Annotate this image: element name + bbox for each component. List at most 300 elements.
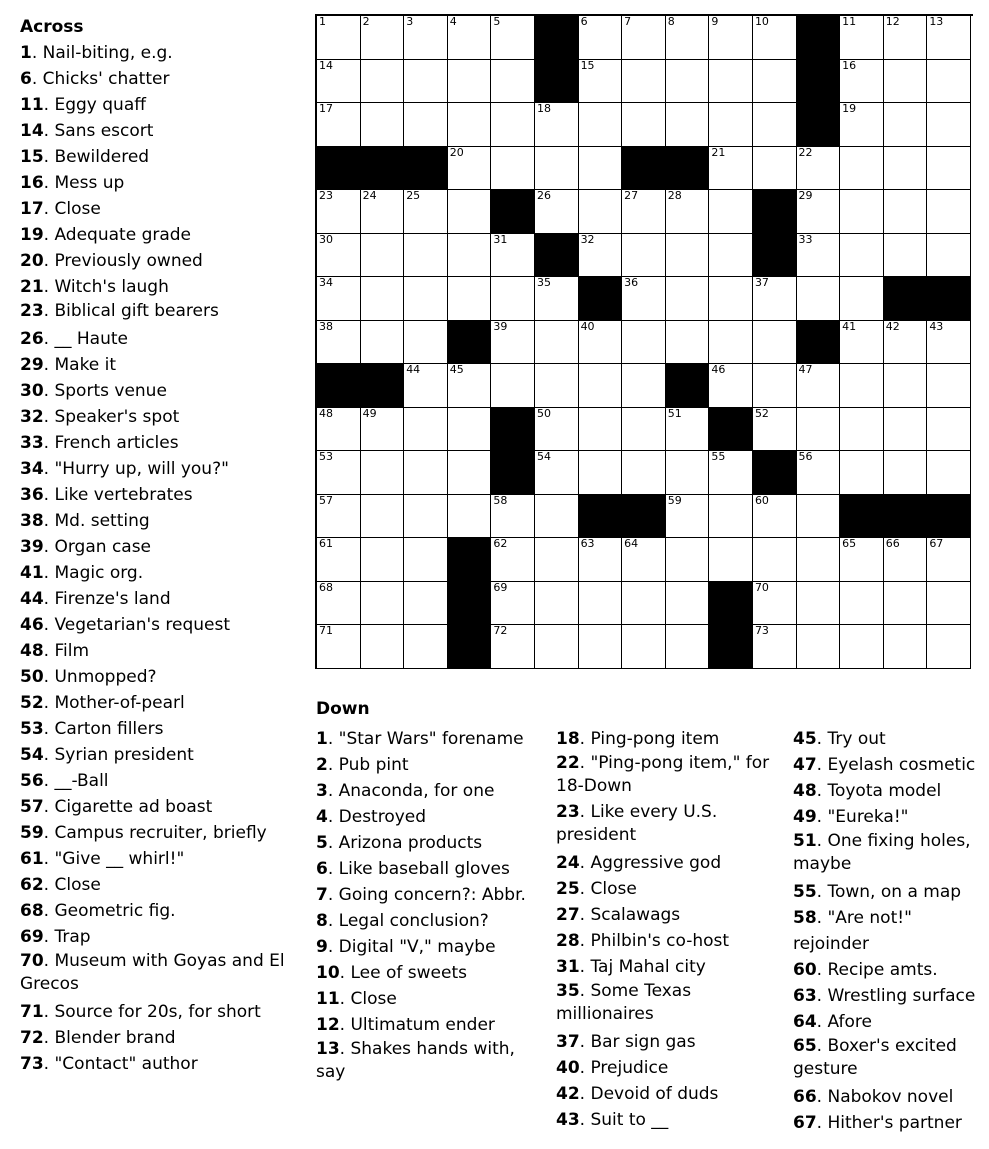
clue-number: 46 (20, 615, 44, 635)
grid-cell[interactable] (840, 321, 884, 365)
grid-cell[interactable] (927, 190, 971, 234)
grid-cell[interactable] (884, 625, 928, 669)
across-clue-69 (20, 924, 300, 950)
clue-number: 44 (20, 589, 44, 609)
clue-number: 2 (316, 755, 328, 775)
grid-cell[interactable] (579, 234, 623, 278)
grid-cell[interactable] (622, 60, 666, 104)
grid-cell[interactable] (753, 103, 797, 147)
clue-number: 1 (316, 729, 328, 749)
cell-number: 68 (319, 580, 333, 594)
grid-cell[interactable] (404, 451, 448, 495)
grid-cell[interactable] (361, 538, 405, 582)
grid-cell[interactable] (666, 321, 710, 365)
grid-cell[interactable] (753, 408, 797, 452)
clue-text: . Arizona products (327, 833, 483, 853)
grid-cell[interactable] (753, 321, 797, 365)
grid-cell[interactable] (622, 582, 666, 626)
cell-number: 49 (362, 406, 377, 420)
grid-cell[interactable] (666, 495, 710, 539)
clue-number: 48 (20, 641, 44, 661)
grid-cell[interactable] (535, 103, 579, 147)
grid-cell[interactable] (753, 625, 797, 669)
grid-cell[interactable] (535, 582, 579, 626)
grid-cell[interactable] (535, 364, 579, 408)
clue-number: 72 (20, 1028, 44, 1048)
grid-cell[interactable] (709, 147, 753, 191)
grid-cell[interactable] (404, 277, 448, 321)
clue-number: 29 (20, 355, 44, 375)
grid-cell[interactable] (317, 451, 361, 495)
across-clue-39 (20, 534, 300, 560)
grid-cell[interactable] (666, 277, 710, 321)
grid-cell[interactable] (927, 60, 971, 104)
across-clue-54 (20, 742, 300, 768)
grid-cell[interactable] (753, 582, 797, 626)
grid-cell[interactable] (448, 277, 492, 321)
clue-number: 66 (793, 1087, 817, 1107)
grid-cell[interactable] (927, 582, 971, 626)
grid-cell[interactable] (491, 60, 535, 104)
black-square (535, 60, 579, 104)
grid-cell[interactable] (579, 408, 623, 452)
across-clue-15 (20, 144, 300, 170)
grid-cell[interactable] (709, 16, 753, 60)
grid-cell[interactable] (404, 495, 448, 539)
grid-cells (315, 14, 973, 669)
across-clue-29 (20, 352, 300, 378)
across-clue-32 (20, 404, 300, 430)
grid-cell[interactable] (448, 190, 492, 234)
grid-cell[interactable] (404, 60, 448, 104)
clue-text: . Biblical gift bearers (43, 301, 219, 321)
across-clue-57 (20, 794, 300, 820)
grid-cell[interactable] (448, 408, 492, 452)
clue-number: 43 (556, 1110, 580, 1130)
clue-number: 42 (556, 1084, 580, 1104)
grid-cell[interactable] (535, 321, 579, 365)
grid-cell[interactable] (491, 582, 535, 626)
clue-text: . Recipe amts. (816, 960, 938, 980)
black-square (753, 451, 797, 495)
across-clue-36 (20, 482, 300, 508)
grid-cell[interactable] (622, 538, 666, 582)
clue-text: . One fixing holes, maybe (793, 831, 971, 874)
grid-cell[interactable] (709, 60, 753, 104)
clue-text: . Ping-pong item (579, 729, 720, 749)
grid-cell[interactable] (753, 538, 797, 582)
grid-cell[interactable] (404, 582, 448, 626)
grid-cell[interactable] (927, 103, 971, 147)
grid-cell[interactable] (884, 147, 928, 191)
grid-cell[interactable] (709, 495, 753, 539)
grid-cell[interactable] (797, 364, 841, 408)
grid-cell[interactable] (840, 190, 884, 234)
black-square (579, 495, 623, 539)
grid-cell[interactable] (317, 277, 361, 321)
grid-cell[interactable] (361, 60, 405, 104)
clue-text: . Chicks' chatter (31, 69, 170, 89)
grid-cell[interactable] (622, 625, 666, 669)
grid-cell[interactable] (491, 234, 535, 278)
grid-cell[interactable] (927, 16, 971, 60)
grid-cell[interactable] (666, 16, 710, 60)
down-clue-31 (556, 954, 788, 980)
grid-cell[interactable] (884, 16, 928, 60)
clue-text: . Make it (43, 355, 117, 375)
grid-cell[interactable] (666, 60, 710, 104)
grid-cell[interactable] (448, 60, 492, 104)
black-square (884, 495, 928, 539)
cell-number: 25 (406, 189, 421, 202)
grid-cell[interactable] (579, 103, 623, 147)
grid-cell[interactable] (404, 364, 448, 408)
grid-cell[interactable] (491, 103, 535, 147)
grid-cell[interactable] (666, 234, 710, 278)
grid-cell[interactable] (840, 538, 884, 582)
grid-cell[interactable] (579, 538, 623, 582)
grid-cell[interactable] (535, 538, 579, 582)
clue-text: . Lee of sweets (339, 963, 467, 983)
clue-text: . Film (43, 641, 90, 661)
grid-cell[interactable] (404, 190, 448, 234)
black-square (448, 538, 492, 582)
across-clue-11 (20, 92, 300, 118)
cell-number: 61 (319, 537, 333, 550)
grid-cell[interactable] (622, 277, 666, 321)
grid-cell[interactable] (622, 16, 666, 60)
down-clue-43 (556, 1107, 788, 1133)
grid-cell[interactable] (927, 147, 971, 191)
grid-cell[interactable] (579, 364, 623, 408)
black-square (927, 495, 971, 539)
clue-text: . Geometric fig. (43, 901, 176, 921)
grid-cell[interactable] (927, 625, 971, 669)
grid-cell[interactable] (317, 321, 361, 365)
clue-number: 35 (556, 981, 580, 1001)
clue-number: 6 (20, 69, 32, 89)
grid-cell[interactable] (622, 321, 666, 365)
down-clue-3 (316, 778, 548, 804)
across-clue-61 (20, 846, 300, 872)
grid-cell[interactable] (840, 582, 884, 626)
grid-cell[interactable] (709, 321, 753, 365)
grid-cell[interactable] (404, 103, 448, 147)
grid-cell[interactable] (797, 538, 841, 582)
clue-number: 41 (20, 563, 44, 583)
cell-number: 4 (449, 15, 457, 28)
grid-cell[interactable] (491, 16, 535, 60)
grid-cell[interactable] (884, 582, 928, 626)
grid-cell[interactable] (404, 234, 448, 278)
clue-text: . "Eureka!" (816, 807, 909, 827)
grid-cell[interactable] (535, 408, 579, 452)
grid-cell[interactable] (579, 582, 623, 626)
grid-cell[interactable] (884, 538, 928, 582)
cell-number: 59 (667, 493, 682, 507)
grid-cell[interactable] (709, 364, 753, 408)
grid-cell[interactable] (361, 321, 405, 365)
grid-cell[interactable] (535, 190, 579, 234)
grid-cell[interactable] (927, 451, 971, 495)
clue-text: . __ Haute (43, 329, 128, 349)
cell-number: 60 (754, 493, 769, 507)
grid-cell[interactable] (491, 538, 535, 582)
grid-cell[interactable] (448, 103, 492, 147)
grid-cell[interactable] (666, 408, 710, 452)
grid-cell[interactable] (317, 16, 361, 60)
grid-cell[interactable] (666, 190, 710, 234)
grid-cell[interactable] (797, 234, 841, 278)
grid-cell[interactable] (448, 451, 492, 495)
grid-cell[interactable] (535, 277, 579, 321)
cell-number: 57 (319, 493, 333, 507)
cell-number: 65 (842, 537, 857, 550)
grid-cell[interactable] (840, 451, 884, 495)
grid-cell[interactable] (753, 364, 797, 408)
clue-text: . Adequate grade (43, 225, 192, 245)
grid-cell[interactable] (709, 451, 753, 495)
clue-number: 32 (20, 407, 44, 427)
grid-cell[interactable] (579, 60, 623, 104)
grid-cell[interactable] (666, 582, 710, 626)
cell-number: 67 (929, 537, 944, 550)
clue-number: 59 (20, 823, 44, 843)
grid-cell[interactable] (927, 364, 971, 408)
grid-cell[interactable] (491, 625, 535, 669)
grid-cell[interactable] (535, 625, 579, 669)
clue-number: 47 (793, 755, 817, 775)
grid-cell[interactable] (622, 234, 666, 278)
grid-cell[interactable] (491, 277, 535, 321)
grid-cell[interactable] (797, 625, 841, 669)
grid-cell[interactable] (491, 147, 535, 191)
grid-cell[interactable] (622, 451, 666, 495)
grid-cell[interactable] (361, 625, 405, 669)
grid-cell[interactable] (361, 103, 405, 147)
grid-cell[interactable] (622, 190, 666, 234)
grid-cell[interactable] (709, 103, 753, 147)
clue-text: . Sports venue (43, 381, 167, 401)
clue-number: 11 (316, 989, 340, 1009)
grid-cell[interactable] (317, 582, 361, 626)
grid-cell[interactable] (709, 538, 753, 582)
grid-cell[interactable] (709, 277, 753, 321)
grid-cell[interactable] (666, 625, 710, 669)
grid-cell[interactable] (317, 234, 361, 278)
grid-cell[interactable] (361, 16, 405, 60)
across-clue-21 (20, 274, 300, 300)
grid-cell[interactable] (404, 538, 448, 582)
clue-text: . Town, on a map (816, 882, 962, 902)
clue-text: . Sans escort (43, 121, 154, 141)
grid-cell[interactable] (666, 538, 710, 582)
down-clue-13 (316, 1038, 548, 1084)
grid-cell[interactable] (404, 321, 448, 365)
across-clue-1 (20, 40, 300, 66)
grid-cell[interactable] (840, 408, 884, 452)
grid-cell[interactable] (927, 234, 971, 278)
grid-cell[interactable] (622, 408, 666, 452)
grid-cell[interactable] (535, 495, 579, 539)
across-clue-30 (20, 378, 300, 404)
grid-cell[interactable] (884, 451, 928, 495)
grid-cell[interactable] (535, 147, 579, 191)
grid-cell[interactable] (361, 234, 405, 278)
grid-cell[interactable] (535, 451, 579, 495)
grid-cell[interactable] (404, 625, 448, 669)
clue-number: 62 (20, 875, 44, 895)
cell-number: 6 (580, 15, 588, 28)
down-clues-col3 (793, 726, 989, 1136)
cell-number: 72 (493, 624, 508, 637)
cell-number: 55 (711, 450, 726, 463)
grid-cell[interactable] (753, 60, 797, 104)
grid-cell[interactable] (884, 103, 928, 147)
grid-cell[interactable] (753, 16, 797, 60)
grid-cell[interactable] (840, 234, 884, 278)
clue-number: 54 (20, 745, 44, 765)
grid-cell[interactable] (448, 364, 492, 408)
grid-cell[interactable] (884, 234, 928, 278)
grid-cell[interactable] (579, 625, 623, 669)
grid-cell[interactable] (317, 190, 361, 234)
cell-number: 1 (319, 15, 326, 28)
across-clue-48 (20, 638, 300, 664)
grid-cell[interactable] (404, 408, 448, 452)
grid-cell[interactable] (622, 103, 666, 147)
clue-text: . Ultimatum ender (339, 1015, 495, 1035)
grid-cell[interactable] (797, 408, 841, 452)
grid-cell[interactable] (753, 147, 797, 191)
clue-number: 56 (20, 771, 44, 791)
grid-cell[interactable] (491, 495, 535, 539)
across-clue-34 (20, 456, 300, 482)
grid-cell[interactable] (579, 321, 623, 365)
grid-cell[interactable] (840, 277, 884, 321)
across-clue-56 (20, 768, 300, 794)
grid-cell[interactable] (797, 147, 841, 191)
grid-cell[interactable] (884, 60, 928, 104)
black-square (666, 364, 710, 408)
clue-text: . Toyota model (816, 781, 942, 801)
clue-text: . "Hurry up, will you?" (43, 459, 229, 479)
clue-text: . Aggressive god (579, 853, 722, 873)
grid-cell[interactable] (317, 103, 361, 147)
grid-cell[interactable] (840, 147, 884, 191)
grid-cell[interactable] (884, 364, 928, 408)
grid-cell[interactable] (317, 495, 361, 539)
grid-cell[interactable] (579, 190, 623, 234)
grid-cell[interactable] (927, 321, 971, 365)
grid-cell[interactable] (666, 451, 710, 495)
clue-text: . Like every U.S. president (556, 802, 718, 845)
cell-number: 14 (319, 58, 333, 72)
grid-cell[interactable] (840, 625, 884, 669)
grid-cell[interactable] (491, 364, 535, 408)
grid-cell[interactable] (317, 60, 361, 104)
grid-cell[interactable] (361, 190, 405, 234)
grid-cell[interactable] (840, 60, 884, 104)
grid-cell[interactable] (753, 277, 797, 321)
grid-cell[interactable] (884, 321, 928, 365)
down-clue-60 (793, 957, 989, 983)
grid-cell[interactable] (579, 451, 623, 495)
grid-cell[interactable] (709, 190, 753, 234)
grid-cell[interactable] (317, 538, 361, 582)
grid-cell[interactable] (491, 321, 535, 365)
clue-number: 71 (20, 1002, 44, 1022)
grid-cell[interactable] (404, 16, 448, 60)
grid-cell[interactable] (317, 625, 361, 669)
grid-cell[interactable] (448, 495, 492, 539)
grid-cell[interactable] (797, 495, 841, 539)
down-clue-40 (556, 1055, 788, 1081)
grid-cell[interactable] (317, 408, 361, 452)
grid-cell[interactable] (884, 190, 928, 234)
black-square (840, 495, 884, 539)
down-clue-58 (793, 905, 989, 957)
across-clue-52 (20, 690, 300, 716)
grid-cell[interactable] (797, 190, 841, 234)
black-square (797, 60, 841, 104)
black-square (491, 190, 535, 234)
across-clue-23 (20, 300, 300, 323)
clue-number: 50 (20, 667, 44, 687)
grid-cell[interactable] (884, 408, 928, 452)
black-square (622, 495, 666, 539)
grid-cell[interactable] (927, 538, 971, 582)
grid-cell[interactable] (361, 408, 405, 452)
clue-number: 63 (793, 986, 817, 1006)
grid-cell[interactable] (666, 103, 710, 147)
grid-cell[interactable] (927, 408, 971, 452)
clue-text: . Close (579, 879, 637, 899)
grid-cell[interactable] (797, 582, 841, 626)
grid-cell[interactable] (361, 451, 405, 495)
clue-text: . Destroyed (327, 807, 427, 827)
clue-text: . Close (339, 989, 397, 1009)
grid-cell[interactable] (709, 234, 753, 278)
grid-cell[interactable] (753, 495, 797, 539)
clue-text: . Bar sign gas (579, 1032, 696, 1052)
cell-number: 32 (580, 232, 595, 246)
down-clue-47 (793, 752, 989, 778)
across-clue-16 (20, 170, 300, 196)
grid-cell[interactable] (361, 495, 405, 539)
clue-number: 53 (20, 719, 44, 739)
grid-cell[interactable] (840, 16, 884, 60)
grid-cell[interactable] (448, 147, 492, 191)
clue-number: 57 (20, 797, 44, 817)
grid-cell[interactable] (797, 277, 841, 321)
grid-cell[interactable] (361, 582, 405, 626)
grid-cell[interactable] (797, 451, 841, 495)
grid-cell[interactable] (840, 103, 884, 147)
clue-text: . Suit to __ (579, 1110, 669, 1130)
grid-cell[interactable] (622, 364, 666, 408)
grid-cell[interactable] (448, 16, 492, 60)
grid-cell[interactable] (579, 16, 623, 60)
across-clue-41 (20, 560, 300, 586)
grid-cell[interactable] (448, 234, 492, 278)
grid-cell[interactable] (361, 277, 405, 321)
clue-number: 24 (556, 853, 580, 873)
grid-cell[interactable] (840, 364, 884, 408)
grid-cell[interactable] (579, 147, 623, 191)
down-clues-col2 (556, 726, 788, 1133)
clue-text: . Shakes hands with, say (316, 1039, 515, 1082)
